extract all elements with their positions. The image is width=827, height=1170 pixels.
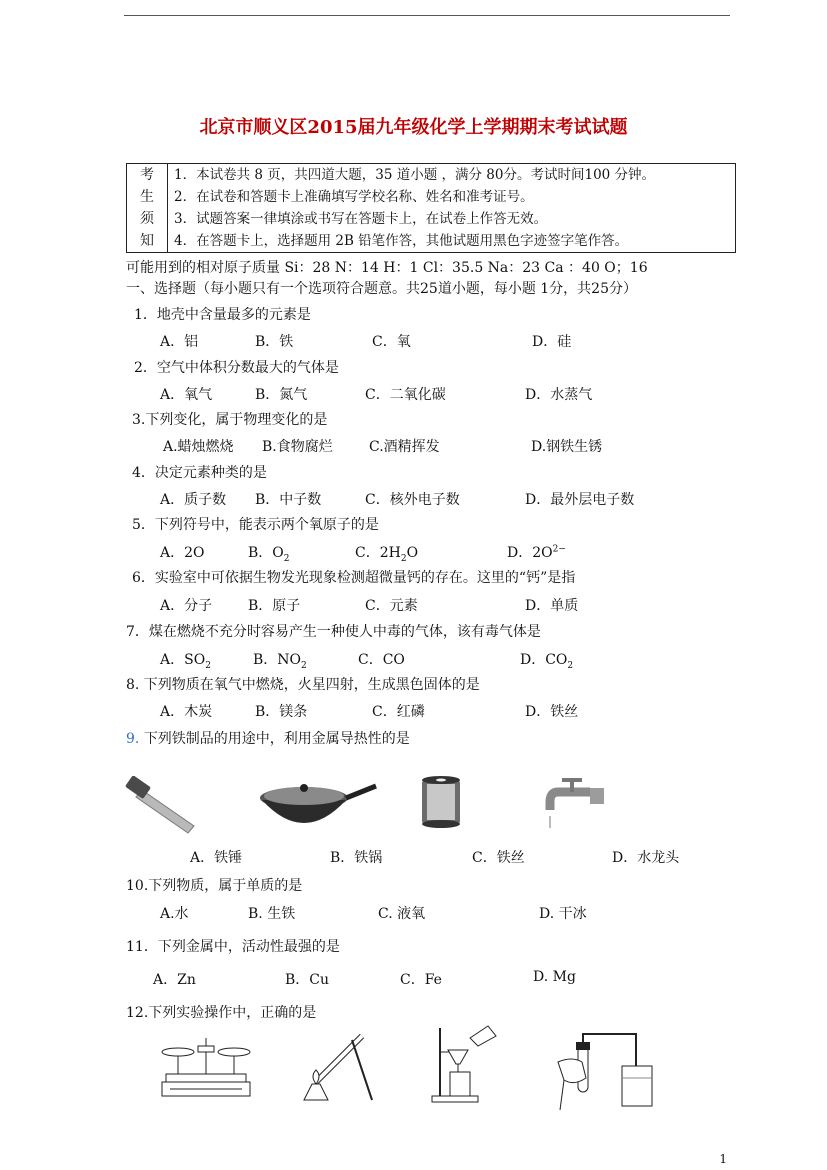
question-stem: 8. 下列物质在氧气中燃烧，火星四射，生成黑色固体的是 <box>126 677 480 693</box>
option[interactable]: C．元素 <box>365 598 418 614</box>
option[interactable]: C．二氧化碳 <box>365 387 446 403</box>
option[interactable]: A．分子 <box>160 598 213 614</box>
option[interactable]: A．质子数 <box>160 492 227 508</box>
option[interactable]: A.蜡烛燃烧 <box>163 439 234 455</box>
option[interactable]: B．镁条 <box>255 704 308 720</box>
option[interactable]: C．氧 <box>372 334 411 350</box>
notice-rule: 2．在试卷和答题卡上准确填写学校名称、姓名和准考证号。 <box>174 189 534 205</box>
option[interactable]: B．Cu <box>285 972 330 988</box>
question-stem: 3.下列变化，属于物理变化的是 <box>132 412 328 428</box>
option[interactable]: D．铁丝 <box>525 704 579 720</box>
question-stem: 10.下列物质，属于单质的是 <box>126 878 303 894</box>
option[interactable]: C．Fe <box>400 972 442 988</box>
question-stem: 2．空气中体积分数最大的气体是 <box>134 360 339 376</box>
question-stem: 6．实验室中可依据生物发光现象检测超微量钙的存在。这里的“钙”是指 <box>132 570 576 586</box>
option[interactable]: B. 生铁 <box>248 906 296 922</box>
question-stem: 11．下列金属中，活动性最强的是 <box>126 939 340 955</box>
option[interactable]: A．铝 <box>160 334 199 350</box>
option[interactable]: A．$SO_2$ <box>160 652 211 671</box>
section-heading: 一、选择题（每小题只有一个选项符合题意。共25道小题，每小题 1分，共25分） <box>126 281 637 297</box>
option[interactable]: B．氮气 <box>255 387 308 403</box>
option[interactable]: B．$O_2$ <box>248 545 290 564</box>
option[interactable]: C．铁丝 <box>472 850 525 866</box>
option[interactable]: B．中子数 <box>255 492 322 508</box>
notice-side-label: 考 生 须 知 <box>127 164 168 253</box>
question-stem: 12.下列实验操作中，正确的是 <box>126 1005 317 1021</box>
option[interactable]: A．Zn <box>153 972 196 988</box>
question-stem: 1．地壳中含量最多的元素是 <box>134 307 311 323</box>
page-number: 1 <box>719 1152 727 1166</box>
heating-test-tube-image <box>296 1030 376 1104</box>
option[interactable]: C．$2H_2O$ <box>355 545 419 564</box>
option[interactable]: D．水蒸气 <box>525 387 593 403</box>
option[interactable]: D．最外层电子数 <box>525 492 635 508</box>
header-rule <box>124 15 730 16</box>
question-stem: 5．下列符号中，能表示两个氧原子的是 <box>132 517 379 533</box>
faucet-image <box>544 776 606 832</box>
question-stem: 7．煤在燃烧不充分时容易产生一种使人中毒的气体，该有毒气体是 <box>126 624 541 640</box>
option[interactable]: A．氧气 <box>160 387 213 403</box>
option[interactable]: B．原子 <box>248 598 301 614</box>
option[interactable]: D．单质 <box>525 598 579 614</box>
page-title: 北京市顺义区2015届九年级化学上学期期末考试试题 <box>199 117 628 138</box>
option[interactable]: B．铁锅 <box>330 850 383 866</box>
option[interactable]: C.酒精挥发 <box>369 439 440 455</box>
option[interactable]: C．红磷 <box>372 704 425 720</box>
option[interactable]: D.钢铁生锈 <box>531 439 603 455</box>
hammer-image <box>124 776 200 834</box>
option[interactable]: A．2O <box>160 545 205 561</box>
option[interactable]: C．核外电子数 <box>365 492 460 508</box>
option[interactable]: B．$NO_2$ <box>253 652 307 671</box>
option[interactable]: B.食物腐烂 <box>262 439 333 455</box>
option[interactable]: D．硅 <box>532 334 572 350</box>
wok-image <box>256 776 380 838</box>
airtightness-check-image <box>552 1032 658 1114</box>
option[interactable]: D. 干冰 <box>539 906 587 922</box>
option[interactable]: B．铁 <box>255 334 294 350</box>
notice-rule: 4．在答题卡上，选择题用 2B 铅笔作答，其他试题用黑色字迹签字笔作答。 <box>174 233 629 249</box>
wire-spool-image <box>418 774 464 830</box>
exam-notice-table <box>126 163 736 253</box>
option[interactable]: D. Mg <box>533 969 576 985</box>
filtration-setup-image <box>430 1022 510 1106</box>
option[interactable]: C. 液氧 <box>378 906 426 922</box>
notice-rule: 3．试题答案一律填涂或书写在答题卡上，在试卷上作答无效。 <box>174 211 548 227</box>
option[interactable]: D．$2O^{2-}$ <box>507 544 566 561</box>
option[interactable]: C．CO <box>358 652 405 668</box>
option[interactable]: A．铁锤 <box>190 850 243 866</box>
question-stem: 9. 下列铁制品的用途中，利用金属导热性的是 <box>126 731 410 747</box>
option[interactable]: A.水 <box>160 906 189 922</box>
atomic-masses: 可能用到的相对原子质量 Si：28 N：14 H：1 Cl：35.5 Na：23 Ca ：40 O；16 <box>126 260 648 276</box>
notice-rules <box>168 164 736 253</box>
option[interactable]: D．$CO_2$ <box>520 652 574 671</box>
question-stem: 4．决定元素种类的是 <box>132 465 267 481</box>
option[interactable]: D．水龙头 <box>612 850 680 866</box>
balance-scale-image <box>160 1034 252 1102</box>
option[interactable]: A．木炭 <box>160 704 213 720</box>
notice-rule: 1．本试卷共 8 页，共四道大题，35 道小题 ，满分 80分。考试时间100 分钟。 <box>174 167 656 183</box>
